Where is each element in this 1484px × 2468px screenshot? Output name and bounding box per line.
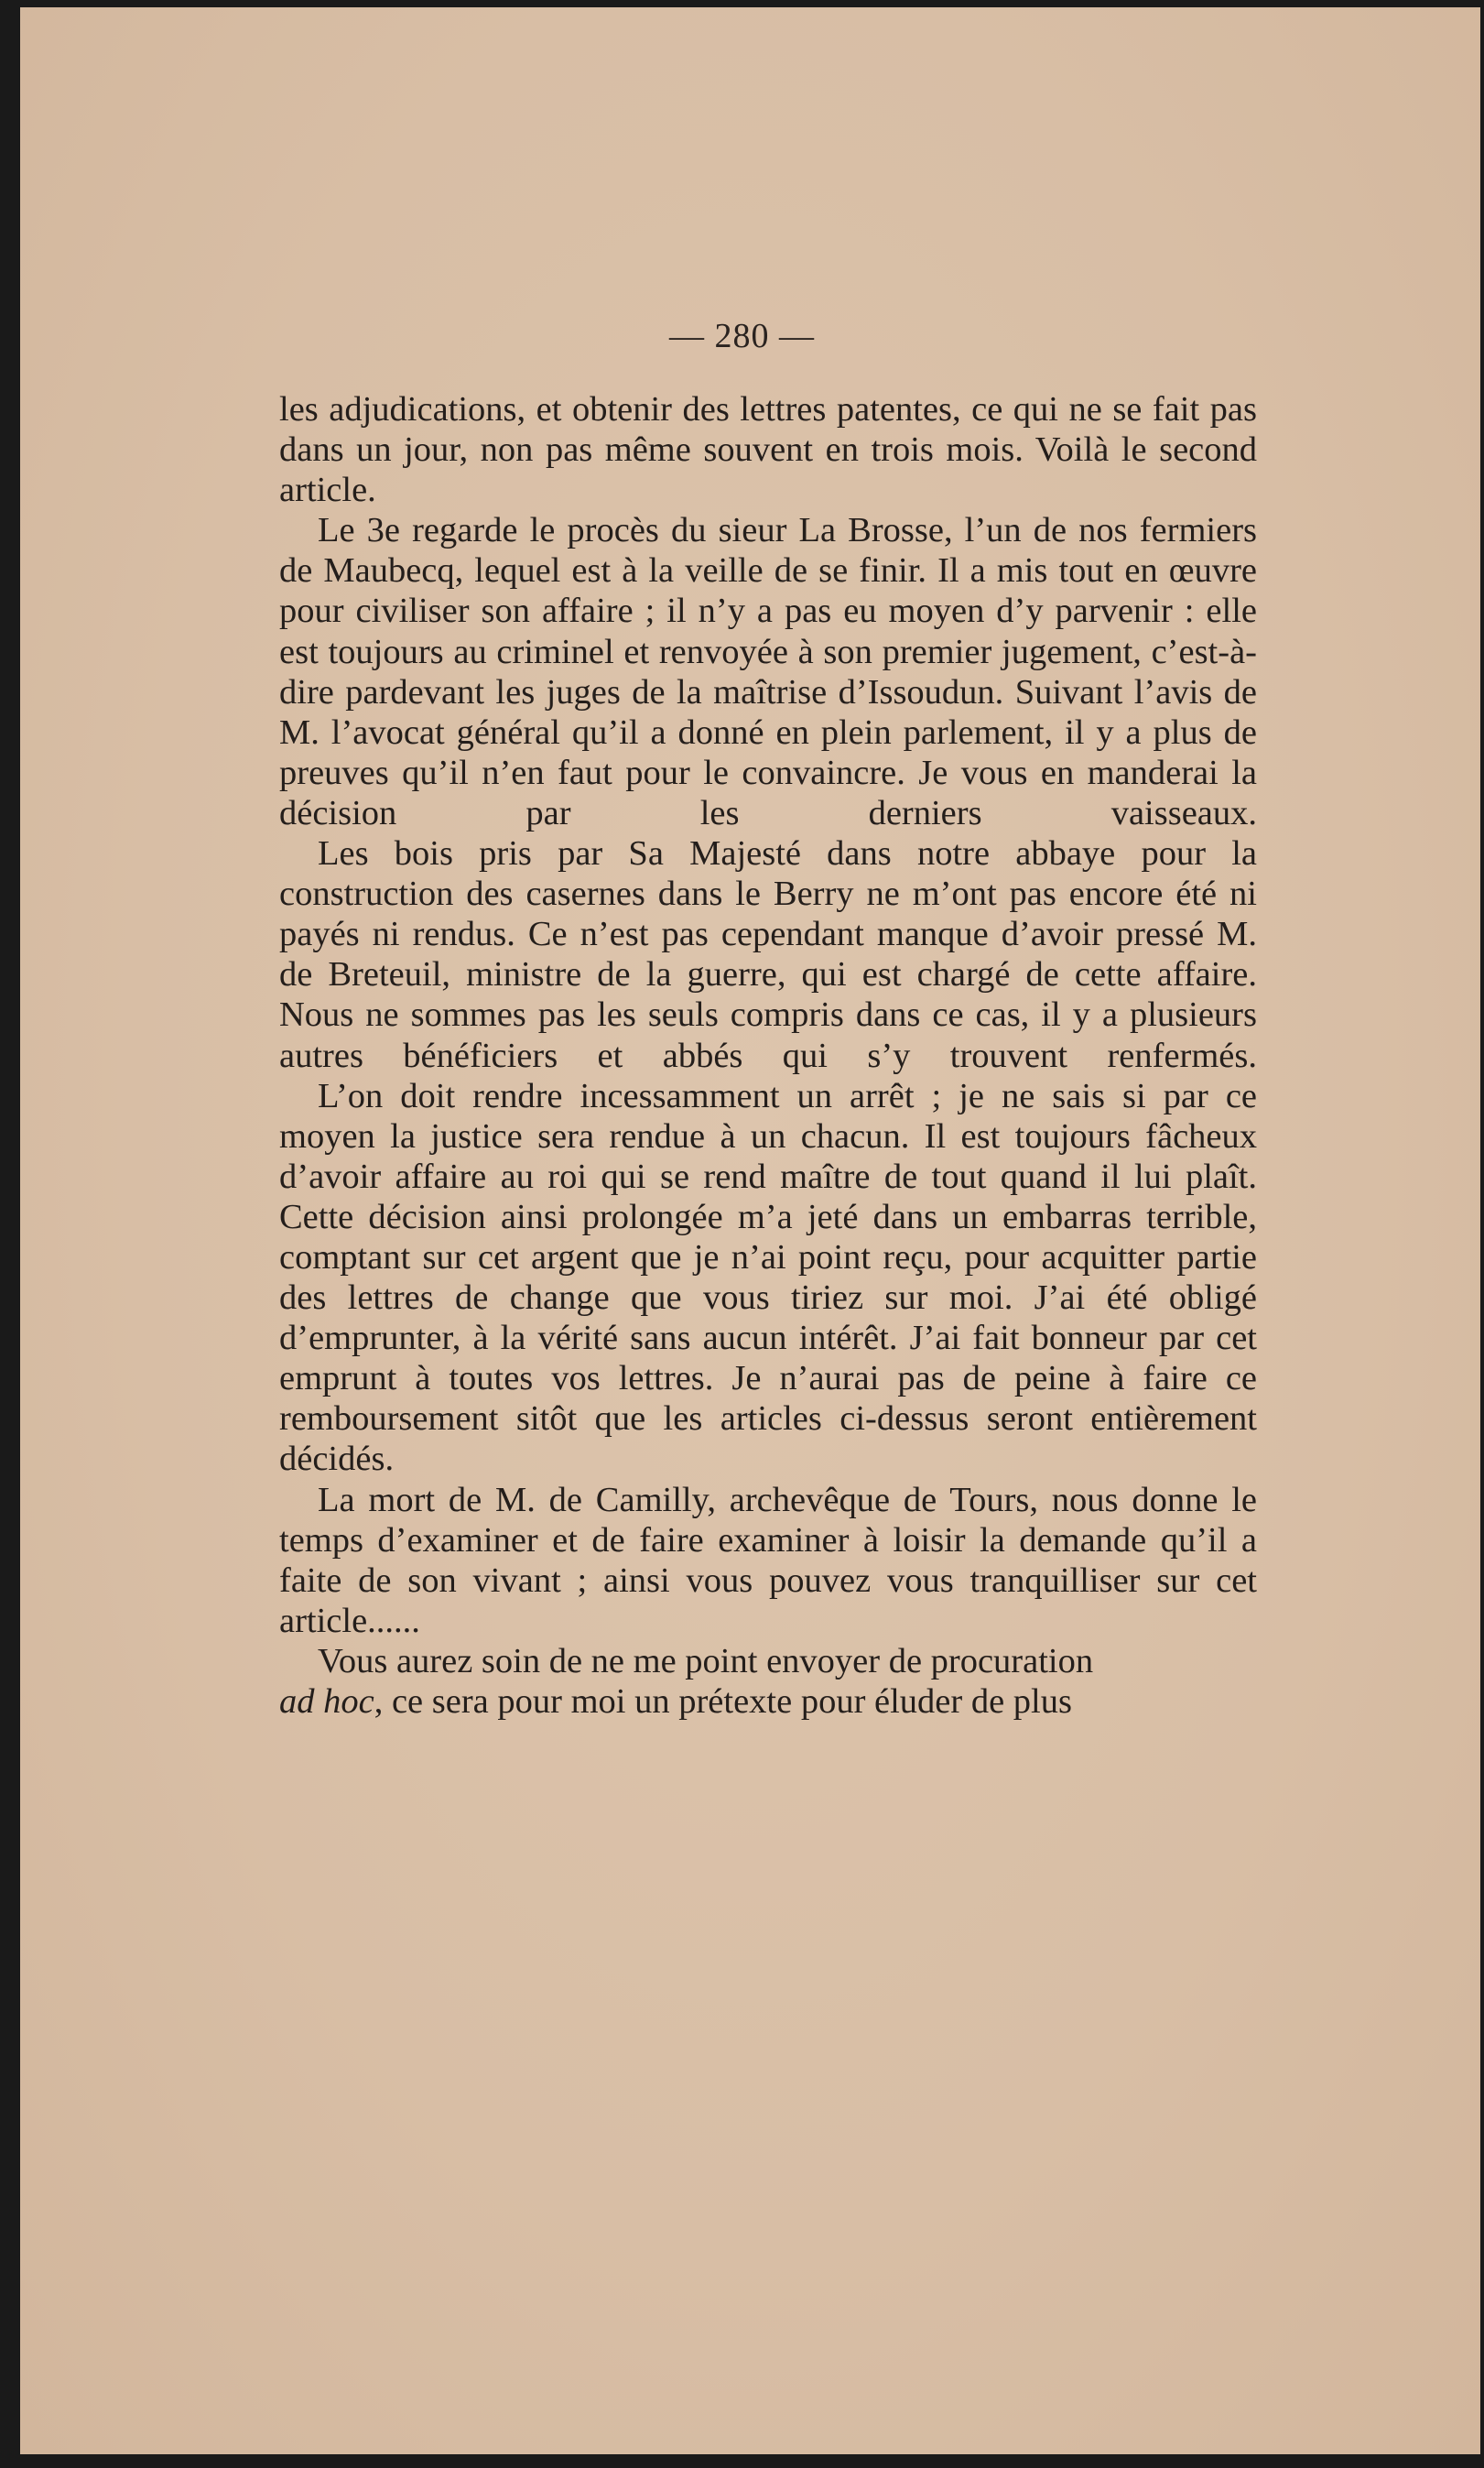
paragraph-text: Vous aurez soin de ne me point envoyer de procuration [318, 1641, 1094, 1680]
paragraph: L’on doit rendre incessamment un arrêt ; je ne sais si par ce moyen la justice sera rendue à un chacun. Il est toujours fâcheux d’avoir affaire au roi qui se rend maître de tout quand il lui plaît. Cette décision ainsi prolongée m’a jeté dans un embarras terrible, comptant sur cet argent que je n’ai point reçu, pour acquitter partie des lettres de change que vous tiriez sur moi. J’ai été obligé d’emprunter, à la vérité sans aucun intérêt. J’ai fait bonneur par cet emprunt à toutes vos lettres. Je n’aurai pas de peine à faire ce remboursement sitôt que les articles ci-dessus seront entièrement décidés. [279, 1076, 1257, 1479]
page-body-text [279, 389, 1257, 1722]
paragraph-continuation: , ce sera pour moi un prétexte pour éluder de plus [374, 1682, 1072, 1721]
paragraph: Le 3e regarde le procès du sieur La Brosse, l’un de nos fermiers de Maubecq, lequel est à la veille de se finir. Il a mis tout en œuvre pour civiliser son affaire ; il n’y a pas eu moyen d’y parvenir : elle est toujours au criminel et renvoyée à son premier jugement, c’est-à-dire pardevant les juges de la maîtrise d’Issoudun. Suivant l’avis de M. l’avocat général qu’il a donné en plein parlement, il y a plus de preuves qu’il n’en faut pour le convaincre. Je vous en manderai la décision par les derniers vaisseaux. [279, 511, 1257, 832]
page-number: — 280 — [669, 317, 815, 355]
paragraph: Les bois pris par Sa Majesté dans notre abbaye pour la construction des casernes dans le Berry ne m’ont pas encore été ni payés ni rendus. Ce n’est pas cependant manque d’avoir pressé M. de Breteuil, ministre de la guerre, qui est chargé de cette affaire. Nous ne sommes pas les seuls compris dans ce cas, il y a plusieurs autres bénéficiers et abbés qui s’y trouvent renfermés. [279, 834, 1257, 1075]
paragraph [279, 1641, 1257, 1722]
italic-phrase: ad hoc [279, 1682, 374, 1721]
paragraph: les adjudications, et obtenir des lettres patentes, ce qui ne se fait pas dans un jour, non pas même souvent en trois mois. Voilà le second article. [279, 390, 1257, 510]
paragraph: La mort de M. de Camilly, archevêque de Tours, nous donne le temps d’examiner et de faire examiner à loisir la demande qu’il a faite de son vivant ; ainsi vous pouvez vous tranquilliser sur cet article...... [279, 1480, 1257, 1640]
